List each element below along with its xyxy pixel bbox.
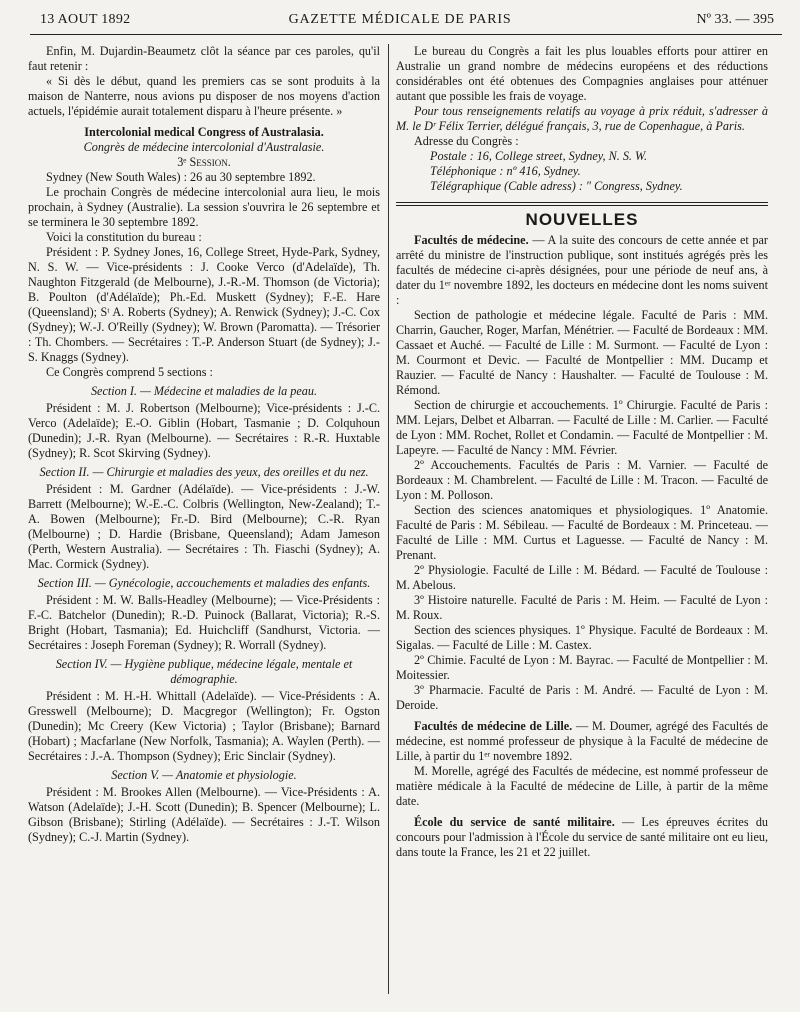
address-telegraph: Télégraphique (Cable adress) : " Congress, Sydney. — [430, 179, 683, 193]
facultes-body: — A la suite des concours de cette année et par arrêté du ministre de l'instruction publique, sont institués agrégés près les facultés de médecine ci-après désignées, pour une période de neuf ans, à dater du 1ᵉʳ novembre 1892, les docteurs en médecine dont les noms suivent : — [396, 233, 768, 307]
section-5-body: Président : M. Brookes Allen (Melbourne). — Vice-Présidents : A. Watson (Adelaïde); J.-H. Scott (Dunedin); B. Spencer (Melbourne); L. Gibson (Brisbane); Stirling (Adélaïde). — Secrétaires : J.-T. Wilson (Sydney); C.-J. Martin (Sydney). — [28, 785, 380, 844]
session-label: 3ᵉ Session. — [177, 155, 231, 169]
lille-paragraph — [396, 719, 768, 764]
section-3-body: Président : M. W. Balls-Headley (Melbourne); — Vice-Présidents : F.-C. Batchelor (Dunedin); R.-D. Puinock (Ballarat, Victoria); R.-S. Bright (Hobart, Tasmania); Ed. Huichcliff (Sandhurst, Victoria. — Secrétaires : Joseph Foreman (Sydney); R. Worrall (Sydney). — [28, 593, 380, 652]
lille-title: Facultés de médecine de Lille. — [414, 719, 573, 733]
address-title: Adresse du Congrès : — [414, 134, 519, 148]
left-column — [28, 44, 380, 845]
closing-paragraph: Enfin, M. Dujardin-Beaumetz clôt la séance par ces paroles, qu'il faut retenir : — [28, 44, 380, 73]
lille-body: — M. Doumer, agrégé des Facultés de médecine, est nommé professeur de physique à la Faculté de médecine de Lille, à partir du 1ᵉʳ novembre 1892. — [396, 719, 768, 763]
surgery-section: Section de chirurgie et accouchements. 1º Chirurgie. Faculté de Paris : MM. Lejars, Delbet et Albarran. — Faculté de Lille : M. Carlier. — Faculté de Lyon : MM. Rochet, Rollet et Condamin. — Faculté de Montpellier : M. Lapeyre. — Faculté de Nancy : MM. Février. — [396, 398, 768, 457]
quote-paragraph: « Si dès le début, quand les premiers cas se sont produits à la maison de Nanterre, nous avions pu disposer de nos moyens d'action actuels, l'épidémie aurait totalement disparu à l'heure présente. » — [28, 74, 380, 118]
section-4-body: Président : M. H.-H. Whittall (Adelaïde). — Vice-Présidents : A. Gresswell (Melbourne); D. Macgregor (Wellington); Fr. Ogston (Dunedin); Mc Creery (Kew Victoria) ; Taylor (Brisbane); Barnard (Hobart) ; Macfarlane (New Norfolk, Tasmania); A. Waylen (Perth). — Secrétaires : J.-A. Thompson (Sydney); Eric Sinclair (Sydney). — [28, 689, 380, 763]
section-2-body: Président : M. Gardner (Adélaïde). — Vice-présidents : J.-W. Barrett (Melbourne); W.-E.-C. Colbris (Wellington, New-Zealand); T.-A. Bowen (Melbourne); Fr.-D. Bird (Melbourne); C.-R. Ryan (Melbourne) ; D. Hardie (Brisbane, Queensland); Adam Jameson (Perth, Western Australia). — Secrétaires : Th. Fiaschi (Sydney); A. Mac. Cormick (Sydney). — [28, 482, 380, 571]
issue-date: 13 AOUT 1892 — [40, 12, 131, 27]
lille-paragraph-2: M. Morelle, agrégé des Facultés de médecine, est nommé professeur de matière médicale à la Faculté de médecine de Lille, à partir de la même date. — [396, 764, 768, 808]
section-5-title: Section V. — Anatomie et physiologie. — [111, 768, 297, 782]
physiology-section: 2º Physiologie. Faculté de Lille : M. Bédard. — Faculté de Toulouse : M. Abelous. — [396, 563, 768, 592]
sections-intro: Ce Congrès comprend 5 sections : — [46, 365, 213, 379]
page-header — [0, 0, 800, 40]
section-1-body: Président : M. J. Robertson (Melbourne); Vice-présidents : J.-C. Verco (Adelaïde); E.-O. Giblin (Hobart, Tasmanie ; D. Colquhoun (Dunedin); J.-R. Ryan (Melbourne). — Secrétaires : R.-R. Huxtable (Sydney); R. Scot Skirving (Sydney). — [28, 401, 380, 460]
section-3-title: Section III. — Gynécologie, accouchements et maladies des enfants. — [37, 576, 371, 590]
address-postale: Postale : 16, College street, Sydney, N. S. W. — [430, 149, 648, 163]
info-paragraph: Pour tous renseignements relatifs au voyage à prix réduit, s'adresser à M. le Dʳ Félix Terrier, délégué français, 3, rue de Copenhague, à Paris. — [396, 104, 768, 133]
ecole-body: — Les épreuves écrites du concours pour l'admission à l'École du service de santé militaire ont eu lieu, dans toute la France, les 21 et 22 juillet. — [396, 815, 769, 859]
ecole-paragraph — [396, 815, 768, 860]
congress-title: Intercolonial medical Congress of Australasia. — [84, 125, 324, 139]
anatomy-section: Section des sciences anatomiques et physiologiques. 1º Anatomie. Faculté de Paris : M. Sébileau. — Faculté de Bordeaux : M. Princeteau. — Faculté de Lille : MM. Curtus et Laguesse. — Faculté de Nancy : M. Prenant. — [396, 503, 768, 562]
congress-subtitle: Congrès de médecine intercolonial d'Australasie. — [83, 140, 325, 154]
page-number: Nº 33. — 395 — [696, 12, 774, 27]
section-rule — [396, 202, 768, 206]
ecole-title: École du service de santé militaire. — [414, 815, 615, 829]
facultes-title: Facultés de médecine. — [414, 233, 529, 247]
address-telephone: Téléphonique : nº 416, Sydney. — [430, 164, 581, 178]
bureau-efforts: Le bureau du Congrès a fait les plus louables efforts pour attirer en Australie un grand nombre de médecins européens et des réductions considérables ont été obtenues des Compagnies anglaises pour atténuer autant que possible les frais de voyage. — [396, 44, 768, 103]
section-4-title: Section IV. — Hygiène publique, médecine légale, mentale et démographie. — [55, 657, 353, 686]
obstetrics-section: 2º Accouchements. Facultés de Paris : M. Varnier. — Faculté de Bordeaux : M. Chambrelent. — Faculté de Lille : M. Tracon. — Faculté de Lyon : M. Polloson. — [396, 458, 768, 502]
congress-intro: Le prochain Congrès de médecine intercolonial aura lieu, le mois prochain, à Sydney (Australie). La session s'ouvrira le 26 septembre et se terminera le 30 septembre 1892. — [28, 185, 380, 229]
pharmacy-section: 3º Pharmacie. Faculté de Paris : M. André. — Faculté de Lyon : M. Deroide. — [396, 683, 768, 712]
physics-section: Section des sciences physiques. 1º Physique. Faculté de Bordeaux : M. Sigalas. — Faculté de Lille : M. Castex. — [396, 623, 768, 652]
header-rule — [30, 34, 782, 35]
congress-dates: Sydney (New South Wales) : 26 au 30 septembre 1892. — [46, 170, 316, 184]
chemistry-section: 2º Chimie. Faculté de Lyon : M. Bayrac. — Faculté de Montpellier : M. Moitessier. — [396, 653, 768, 682]
journal-title: GAZETTE MÉDICALE DE PARIS — [288, 12, 512, 27]
right-column — [396, 44, 768, 860]
pathology-section: Section de pathologie et médecine légale. Faculté de Paris : MM. Charrin, Gaucher, Roger, Marfan, Ménétrier. — Faculté de Bordeaux : MM. Cassaet et Auché. — Faculté de Lille : M. Surmont. — Faculté de Lyon : M. Courmont et Devic. — Faculté de Montpellier : MM. Ducamp et Rauzier. — Faculté de Nancy : Haushalter. — Faculté de Toulouse : M. Rémond. — [396, 308, 768, 397]
section-2-title: Section II. — Chirurgie et maladies des yeux, des oreilles et du nez. — [39, 465, 369, 479]
bureau-intro: Voici la constitution du bureau : — [46, 230, 202, 244]
column-divider — [388, 44, 389, 994]
natural-history-section: 3º Histoire naturelle. Faculté de Paris : M. Heim. — Faculté de Lyon : M. Roux. — [396, 593, 768, 622]
nouvelles-heading: NOUVELLES — [525, 210, 639, 229]
section-1-title: Section I. — Médecine et maladies de la peau. — [90, 384, 318, 398]
bureau-list: Président : P. Sydney Jones, 16, College Street, Hyde-Park, Sydney, N. S. W. — Vice-présidents : J. Cooke Verco (d'Adelaïde), Th. Naughton Fitzgerald (de Melbourne), J.-R.-M. Thomson (de Victoria); B. Poulton (d'Adélaïde); Ph.-Ed. Muskett (Sydney); F.-E. Hare (Queensland); Sᵗ A. Roberts (Sydney); A. Renwick (Sydney); J.-C. Cox (Sydney); W.-J. O'Reilly (Sydney); W. Brown (Paromatta). — Trésorier : Th. Chombers. — Secrétaires : T.-P. Anderson Stuart (de Sydney); J.-S. Knaggs (Sydney). — [28, 245, 380, 364]
facultes-paragraph — [396, 233, 768, 308]
